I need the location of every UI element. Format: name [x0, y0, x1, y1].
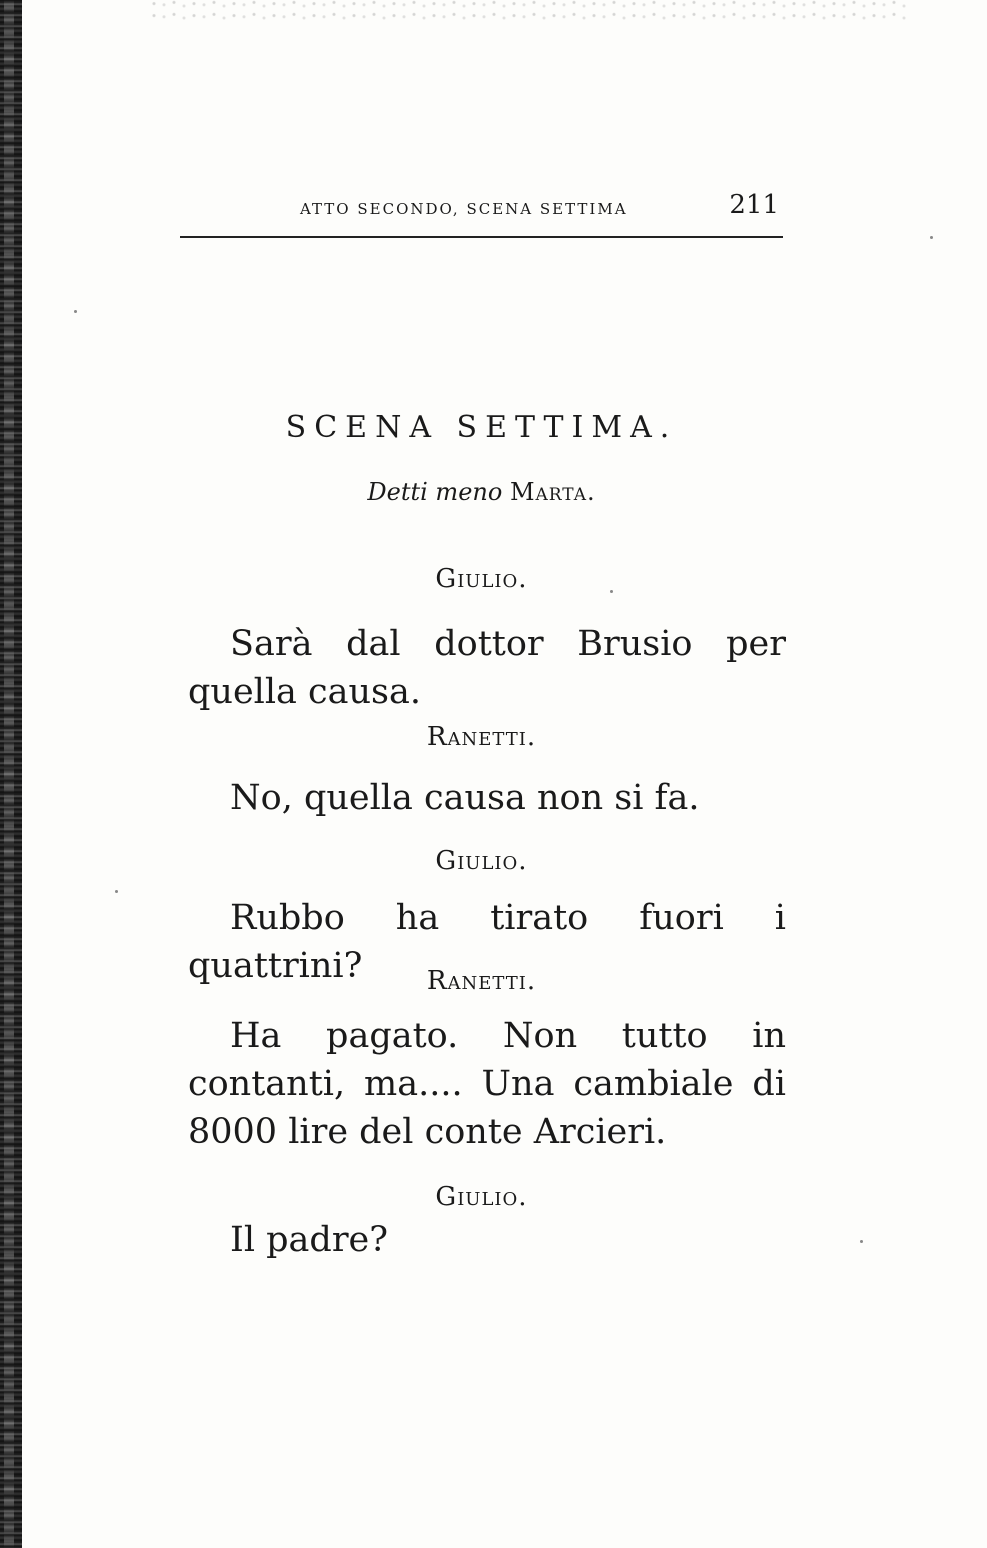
speaker-name: Ranetti. — [426, 722, 537, 752]
speech-line: No, quella causa non si fa. — [230, 778, 700, 818]
page-number: 211 — [729, 190, 779, 220]
stage-direction — [180, 478, 783, 506]
speaker-name: Ranetti. — [426, 966, 537, 996]
speech-line: Ha pagato. Non tutto in contanti, ma.... Una cambiale di 8000 lire del conte Arcieri. — [188, 1016, 786, 1152]
speech-line: Il padre? — [230, 1220, 389, 1260]
stage-direction-character: Marta. — [509, 478, 596, 506]
speaker-name: Giulio. — [435, 564, 528, 594]
scan-speckle — [150, 0, 910, 22]
book-binding-edge — [0, 0, 22, 1548]
speech-line: Rubbo ha tirato fuori i quattrini? — [188, 898, 786, 986]
scan-dot — [74, 310, 77, 313]
scene-title: SCENA SETTIMA. — [285, 410, 678, 445]
speech-line: Sarà dal dottor Brusio per quella causa. — [188, 624, 786, 712]
speaker-name: Giulio. — [435, 846, 528, 876]
running-title: ATTO SECONDO, SCENA SETTIMA — [300, 200, 628, 218]
stage-direction-text: Detti meno — [367, 478, 503, 506]
scan-dot — [860, 1240, 863, 1243]
speaker-name: Giulio. — [435, 1182, 528, 1212]
header-rule — [180, 236, 783, 238]
scan-dot — [115, 890, 118, 893]
scan-dot — [930, 236, 933, 239]
running-head — [180, 188, 783, 238]
